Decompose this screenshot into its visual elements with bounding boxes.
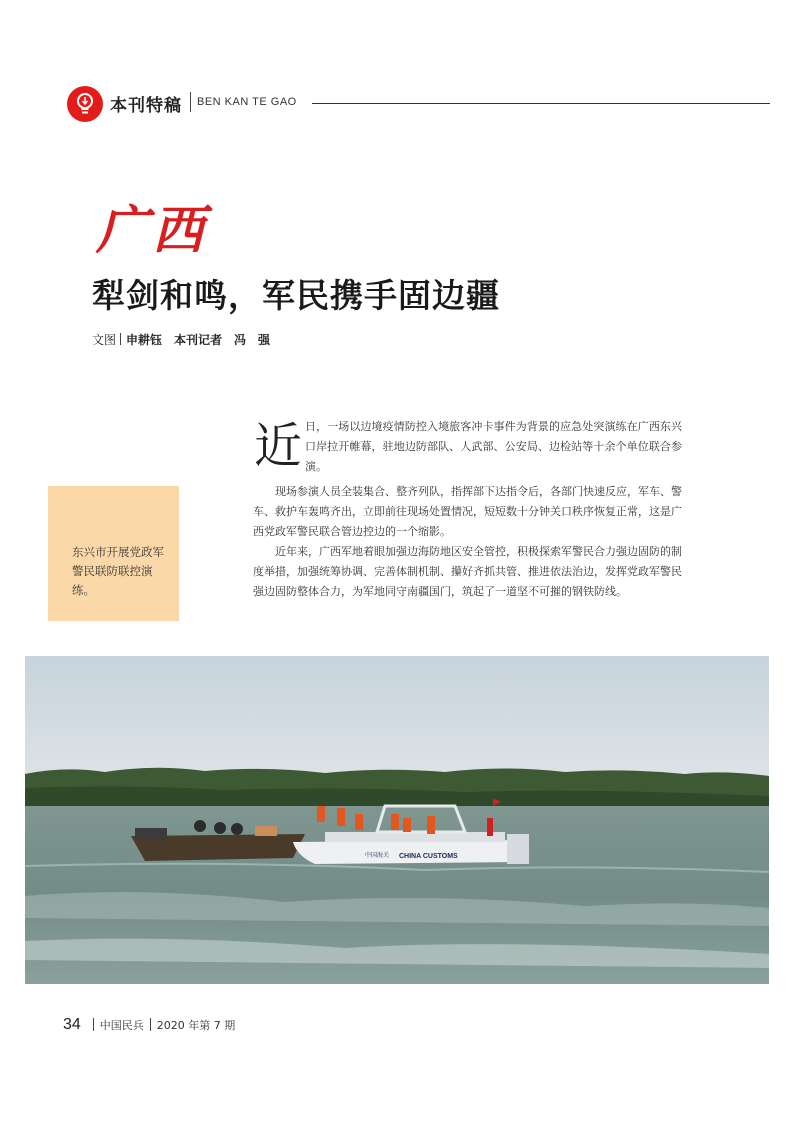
page-number: 34 <box>63 1016 81 1033</box>
paragraph-1: 日，一场以边境疫情防控入境旅客冲卡事件为背景的应急处突演练在广西东兴口岸拉开帷幕，驻地边防部队、人武部、公安局、边检站等十余个单位联合参演。 <box>305 420 682 473</box>
section-logo <box>67 86 103 122</box>
byline-names: 申耕钰 本刊记者 冯 强 <box>126 333 271 347</box>
photo-scene <box>25 656 769 984</box>
page-footer <box>63 1016 235 1034</box>
photo-caption: 东兴市开展党政军警民联防联控演练。 <box>72 545 164 597</box>
magazine-name: 中国民兵 <box>99 1019 144 1032</box>
boat-label-en: CHINA CUSTOMS <box>399 853 458 860</box>
header-rule <box>312 103 770 104</box>
footer-divider-2 <box>150 1018 151 1031</box>
header-divider <box>190 92 191 112</box>
footer-divider <box>93 1018 94 1031</box>
paragraph-3: 近年来，广西军地着眼加强边海防地区安全管控，积极探索军警民合力强边固防的制度举措，加强统筹协调、完善体制机制、攥好齐抓共管、推进依法治边，发挥党政军警民强边固防整体合力，为军地同守南疆国门，筑起了一道坚不可摧的钢铁防线。 <box>253 545 682 598</box>
region-title: 广西 <box>96 200 209 261</box>
byline-label: 文图 <box>92 333 117 347</box>
article-headline: 犁剑和鸣，军民携手固边疆 <box>92 276 500 315</box>
lightbulb-icon <box>73 91 97 117</box>
article-photo <box>25 656 769 984</box>
paragraph-2: 现场参演人员全装集合、整齐列队，指挥部下达指令后，各部门快速反应，军车、警车、救护车轰鸣齐出，立即前往现场处置情况，短短数十分钟关口秩序恢复正常，这是广西党政军警民联合管边控边的一个缩影。 <box>253 485 682 538</box>
drop-cap: 近 <box>254 418 303 474</box>
boat-label-cn: 中国海关 <box>365 853 390 859</box>
section-title: 本刊特稿 <box>110 96 182 116</box>
byline <box>92 331 270 348</box>
section-title-en: BEN KAN TE GAO <box>197 96 297 108</box>
byline-divider <box>120 333 121 345</box>
issue-number: 2020 年第 7 期 <box>156 1019 236 1032</box>
